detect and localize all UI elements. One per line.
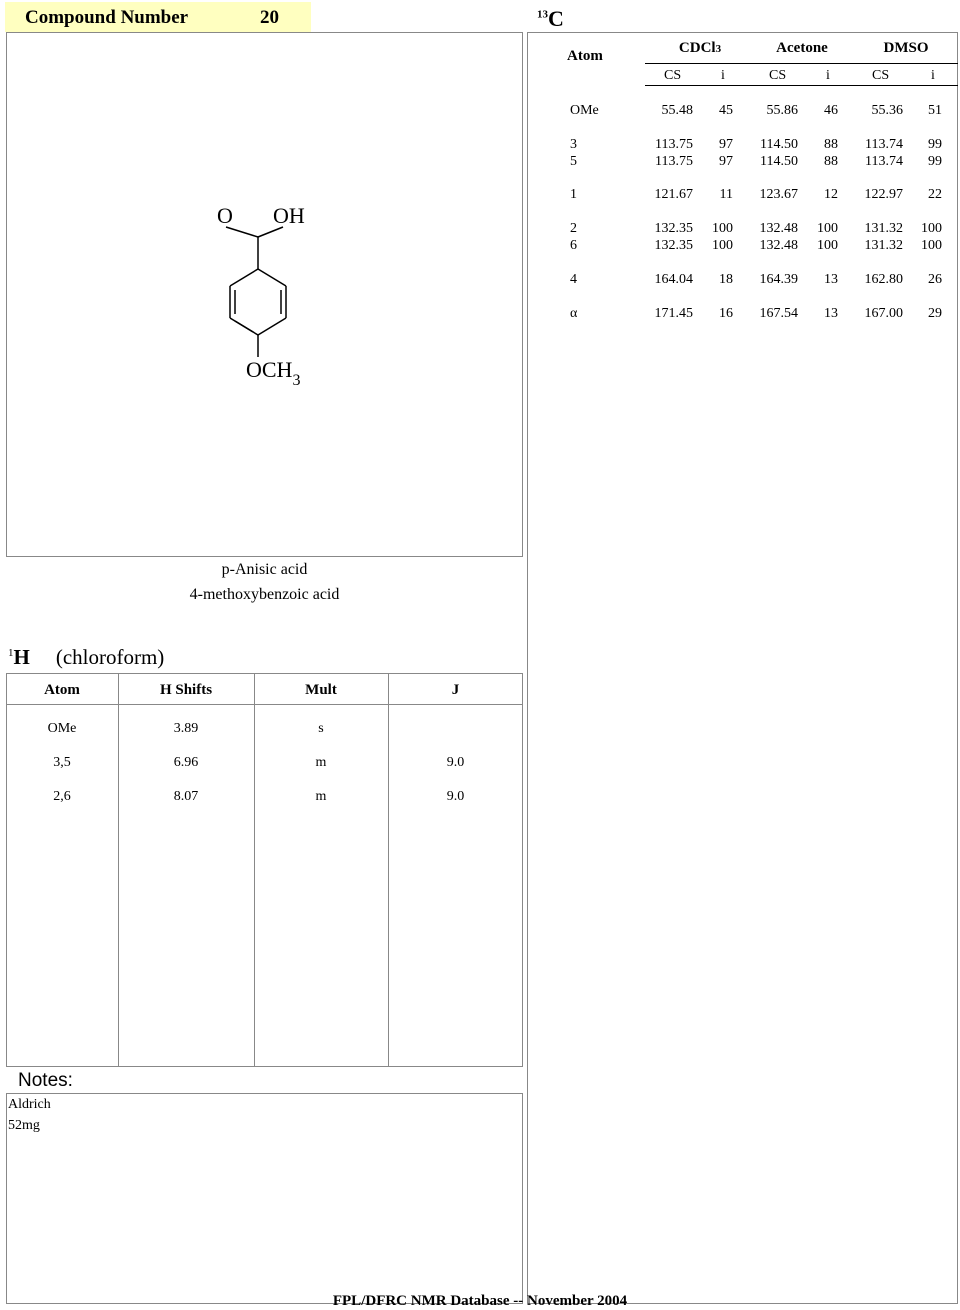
c13-intensity-cell: 29	[928, 306, 942, 321]
c13-shift-cell: 113.75	[655, 137, 693, 152]
atom-label-och: OCH	[246, 357, 293, 382]
subheader-i: i	[721, 68, 725, 83]
atom-label-och3	[246, 357, 301, 389]
solvent-cdcl: CDCl	[678, 40, 716, 56]
compound-header	[5, 2, 311, 32]
c13-row-atom: 1	[570, 187, 577, 202]
c13-intensity-cell: 100	[712, 221, 733, 236]
c13-atom-header: Atom	[567, 48, 603, 64]
compound-iupac-name: 4-methoxybenzoic acid	[189, 586, 340, 603]
c13-shift-cell: 55.36	[871, 103, 903, 118]
subheader-cs: CS	[664, 68, 682, 83]
c13-intensity-cell: 46	[824, 103, 838, 118]
subheader-i: i	[931, 68, 935, 83]
c13-shift-cell: 167.54	[759, 306, 798, 321]
c13-intensity-cell: 99	[928, 154, 942, 169]
c13-title-sup: 13	[537, 8, 548, 21]
c13-shift-cell: 113.75	[655, 154, 693, 169]
c13-intensity-cell: 16	[719, 306, 733, 321]
subheader-i: i	[826, 68, 830, 83]
h1-title-sup: 1	[8, 647, 14, 659]
c13-intensity-cell: 88	[824, 154, 838, 169]
c13-shift-cell: 131.32	[864, 238, 903, 253]
c13-shift-cell: 164.04	[654, 272, 693, 287]
c13-shift-cell: 113.74	[865, 154, 903, 169]
c13-intensity-cell: 100	[712, 238, 733, 253]
h1-cell-mult: m	[315, 789, 327, 804]
c13-intensity-cell: 11	[719, 187, 733, 202]
header-divider	[645, 85, 958, 86]
h1-cell-mult: s	[318, 721, 324, 736]
c13-intensity-cell: 18	[719, 272, 733, 287]
subheader-cs: CS	[872, 68, 890, 83]
c13-shift-cell: 55.48	[661, 103, 693, 118]
footer-text: FPL/DFRC NMR Database -- November 2004	[332, 1293, 628, 1309]
c13-shift-cell: 113.74	[865, 137, 903, 152]
c13-intensity-cell: 100	[921, 238, 942, 253]
c13-shift-cell: 167.00	[864, 306, 903, 321]
structure-drawing	[6, 32, 523, 557]
bond-line	[258, 269, 286, 286]
compound-name: p-Anisic acid	[221, 561, 308, 578]
c13-shift-cell: 114.50	[760, 137, 798, 152]
c13-intensity-cell: 26	[928, 272, 942, 287]
h1-header-atom: Atom	[44, 682, 80, 698]
atom-label-oh: OH	[273, 203, 305, 228]
c13-intensity-cell: 13	[824, 306, 838, 321]
subheader-cs: CS	[769, 68, 787, 83]
notes-line: Aldrich	[8, 1097, 51, 1112]
c13-intensity-cell: 100	[921, 221, 942, 236]
h1-cell-mult: m	[315, 755, 327, 770]
h1-cell-shift: 8.07	[173, 789, 199, 804]
bond-line	[258, 318, 286, 335]
h1-header-mult: Mult	[305, 682, 337, 698]
c13-shift-cell: 132.35	[654, 238, 693, 253]
c13-shift-cell: 132.48	[759, 221, 798, 236]
h1-header-shift: H Shifts	[159, 682, 213, 698]
c13-intensity-cell: 12	[824, 187, 838, 202]
c13-shift-cell: 123.67	[759, 187, 798, 202]
c13-intensity-cell: 97	[719, 137, 733, 152]
c13-row-atom: 6	[570, 238, 577, 253]
h1-cell-j: 9.0	[446, 755, 465, 770]
h1-title-text: H	[13, 645, 30, 669]
h1-cell-atom: OMe	[47, 721, 77, 736]
h1-header-divider	[6, 704, 523, 705]
c13-shift-cell: 162.80	[864, 272, 903, 287]
c13-shift-cell: 55.86	[766, 103, 798, 118]
h1-cell-shift: 3.89	[173, 721, 199, 736]
c13-intensity-cell: 51	[928, 103, 942, 118]
h1-header-j: J	[451, 682, 460, 698]
c13-row-atom: 3	[570, 137, 577, 152]
compound-number: 20	[260, 7, 279, 28]
c13-shift-cell: 164.39	[759, 272, 798, 287]
c13-row-atom: OMe	[570, 103, 599, 118]
c13-intensity-cell: 100	[817, 221, 838, 236]
c13-shift-cell: 132.48	[759, 238, 798, 253]
atom-label-o: O	[217, 203, 233, 228]
c13-row-atom: 2	[570, 221, 577, 236]
c13-title	[537, 6, 564, 32]
double-bond-line	[235, 321, 253, 332]
c13-intensity-cell: 45	[719, 103, 733, 118]
c13-shift-cell: 132.35	[654, 221, 693, 236]
c13-title-text: C	[548, 6, 564, 31]
compound-label: Compound Number	[25, 7, 189, 28]
h1-cell-j: 9.0	[446, 789, 465, 804]
h1-cell-shift: 6.96	[173, 755, 199, 770]
notes-box	[6, 1093, 523, 1304]
c13-intensity-cell: 13	[824, 272, 838, 287]
c13-intensity-cell: 100	[817, 238, 838, 253]
solvent-cdcl-sub: 3	[715, 43, 722, 55]
c13-shift-cell: 121.67	[654, 187, 693, 202]
solvent-header-dmso: DMSO	[883, 40, 929, 56]
solvent-header-acetone: Acetone	[776, 40, 828, 56]
c13-intensity-cell: 88	[824, 137, 838, 152]
h1-solvent: (chloroform)	[55, 645, 165, 669]
c13-row-atom: 5	[570, 154, 577, 169]
atom-label-sub: 3	[292, 372, 301, 389]
c13-intensity-cell: 22	[928, 187, 942, 202]
c13-shift-cell: 114.50	[760, 154, 798, 169]
header-divider	[645, 63, 958, 64]
column-divider	[388, 673, 389, 1067]
bond-line	[230, 269, 258, 286]
notes-line: 52mg	[8, 1118, 40, 1133]
c13-shift-cell: 122.97	[864, 187, 903, 202]
c13-intensity-cell: 97	[719, 154, 733, 169]
h1-cell-atom: 3,5	[53, 755, 71, 770]
c13-shift-cell: 131.32	[864, 221, 903, 236]
h1-cell-atom: 2,6	[53, 789, 71, 804]
c13-shift-cell: 171.45	[654, 306, 693, 321]
h1-title	[8, 645, 164, 670]
c13-intensity-cell: 99	[928, 137, 942, 152]
notes-label: Notes:	[18, 1070, 73, 1091]
solvent-header-cdcl3	[650, 40, 750, 57]
c13-row-atom: α	[570, 306, 578, 321]
c13-row-atom: 4	[570, 272, 577, 287]
